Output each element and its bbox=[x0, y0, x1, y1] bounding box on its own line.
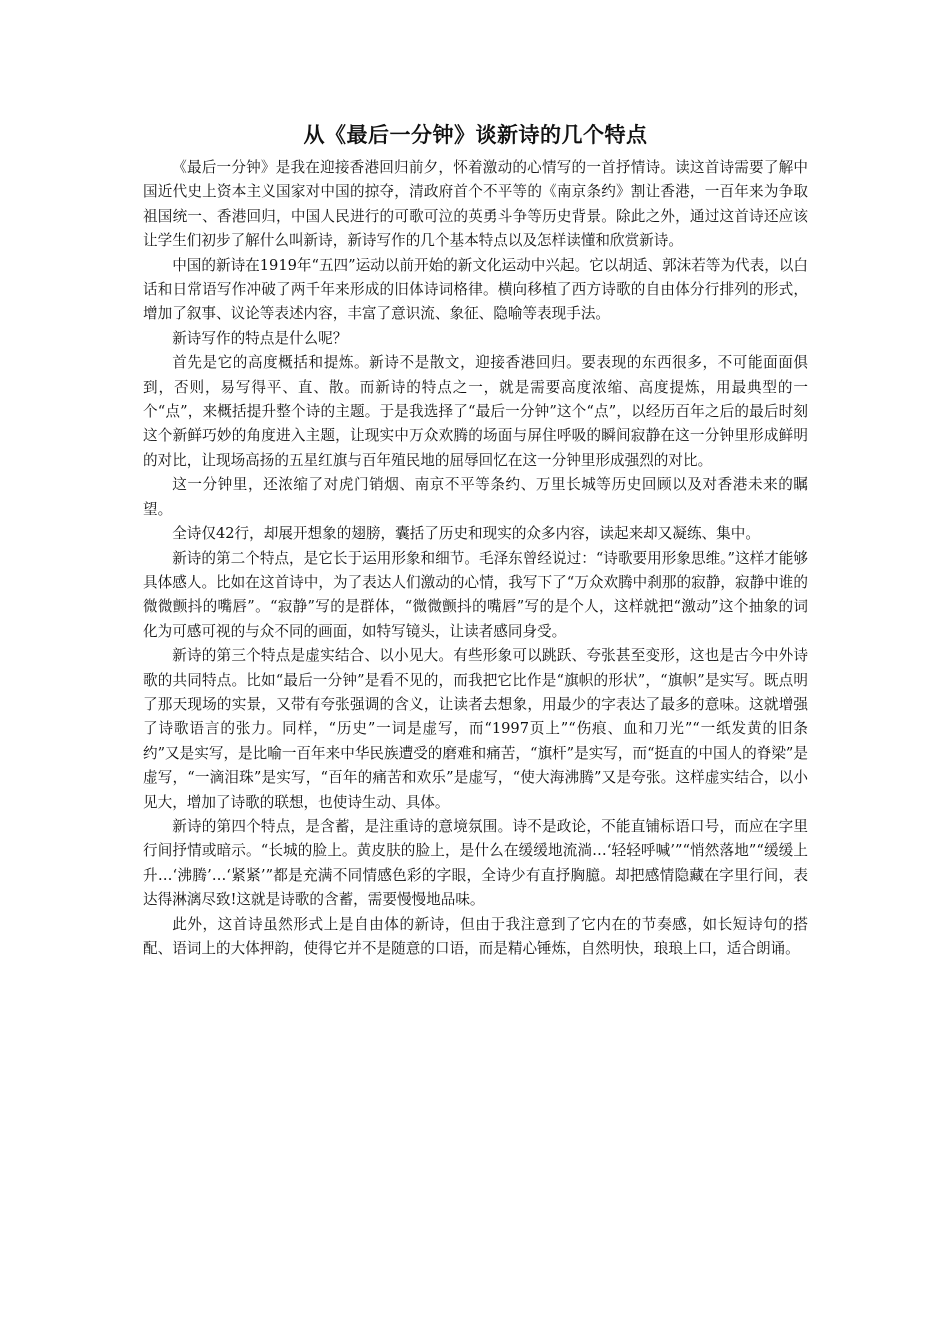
paragraph-intro: 《最后一分钟》是我在迎接香港回归前夕，怀着激动的心情写的一首抒情诗。读这首诗需要了解中国近代史上资本主义国家对中国的掠夺，清政府首个不平等的《南京条约》割让香港，一百年来为争取祖国统一、香港回归，中国人民进行的可歌可泣的英勇斗争等历史背景。除此之外，通过这首诗还应该让学生们初步了解什么叫新诗，新诗写作的几个基本特点以及怎样读懂和欣赏新诗。 bbox=[143, 159, 808, 250]
paragraph-one-minute: 这一分钟里，还浓缩了对虎门销烟、南京不平等条约、万里长城等历史回顾以及对香港未来的瞩望。 bbox=[143, 476, 808, 518]
paragraph-feature-two: 新诗的第二个特点，是它长于运用形象和细节。毛泽东曾经说过：“诗歌要用形象思维。”这样才能够具体感人。比如在这首诗中，为了表达人们激动的心情，我写下了“万众欢腾中刹那的寂静，寂静中谁的微微颤抖的嘴唇”。“寂静”写的是群体，“微微颤抖的嘴唇”写的是个人，这样就把“激动”这个抽象的词化为可感可视的与众不同的画面，如特写镜头，让读者感同身受。 bbox=[143, 549, 808, 640]
paragraph-rhythm: 此外，这首诗虽然形式上是自由体的新诗，但由于我注意到了它内在的节奏感，如长短诗句的搭配、语词上的大体押韵，使得它并不是随意的口语，而是精心锤炼，自然明快，琅琅上口，适合朗诵。 bbox=[143, 915, 808, 957]
paragraph-feature-one: 首先是它的高度概括和提炼。新诗不是散文，迎接香港回归。要表现的东西很多，不可能面面俱到，否则，易写得平、直、散。而新诗的特点之一，就是需要高度浓缩、高度提炼，用最典型的一个“点”，来概括提升整个诗的主题。于是我选择了“最后一分钟”这个“点”，以经历百年之后的最后时刻这个新鲜巧妙的角度进入主题，让现实中万众欢腾的场面与屏住呼吸的瞬间寂静在这一分钟里形成鲜明的对比，让现场高扬的五星红旗与百年殖民地的屈辱回忆在这一分钟里形成强烈的对比。 bbox=[143, 354, 808, 469]
paragraph-history: 中国的新诗在1919年“五四”运动以前开始的新文化运动中兴起。它以胡适、郭沫若等为代表，以白话和日常语写作冲破了两千年来形成的旧体诗词格律。横向移植了西方诗歌的自由体分行排列的形式，增加了叙事、议论等表述内容，丰富了意识流、象征、隐喻等表现手法。 bbox=[143, 256, 809, 323]
paragraph-42-lines: 全诗仅42行，却展开想象的翅膀，囊括了历史和现实的众多内容，读起来却又凝练、集中。 bbox=[172, 525, 760, 543]
document-body bbox=[143, 156, 808, 961]
paragraph-question: 新诗写作的特点是什么呢？ bbox=[172, 329, 348, 347]
document-page bbox=[143, 118, 808, 961]
paragraph-feature-four: 新诗的第四个特点，是含蓄，是注重诗的意境氛围。诗不是政论，不能直铺标语口号，而应在字里行间抒情或暗示。“长城的脸上。黄皮肤的脸上，是什么在缓缓地流淌…‘轻轻呼喊’”“悄然落地”“缓缓上升…‘沸腾’…‘紧紧’”都是充满不同情感色彩的字眼，全诗少有直抒胸臆。却把感情隐藏在字里行间，表达得淋漓尽致!这就是诗歌的含蓄，需要慢慢地品味。 bbox=[143, 817, 808, 909]
document-title: 从《最后一分钟》谈新诗的几个特点 bbox=[303, 123, 648, 147]
paragraph-feature-three: 新诗的第三个特点是虚实结合、以小见大。有些形象可以跳跃、夸张甚至变形，这也是古今中外诗歌的共同特点。比如“最后一分钟”是看不见的，而我把它比作是“旗帜的形状”，“旗帜”是实写。既点明了那天现场的实景，又带有夸张强调的含义，让读者去想象，用最少的字表达了最多的意味。这就增强了诗歌语言的张力。同样，“历史”一词是虚写，而“1997页上”“伤痕、血和刀光”“一纸发黄的旧条约”又是实写，是比喻一百年来中华民族遭受的磨难和痛苦，“旗杆”是实写，而“挺直的中国人的脊梁”是虚写，“一滴泪珠”是实写，“百年的痛苦和欢乐”是虚写，“使大海沸腾”又是夸张。这样虚实结合，以小见大，增加了诗歌的联想，也使诗生动、具体。 bbox=[143, 647, 808, 811]
